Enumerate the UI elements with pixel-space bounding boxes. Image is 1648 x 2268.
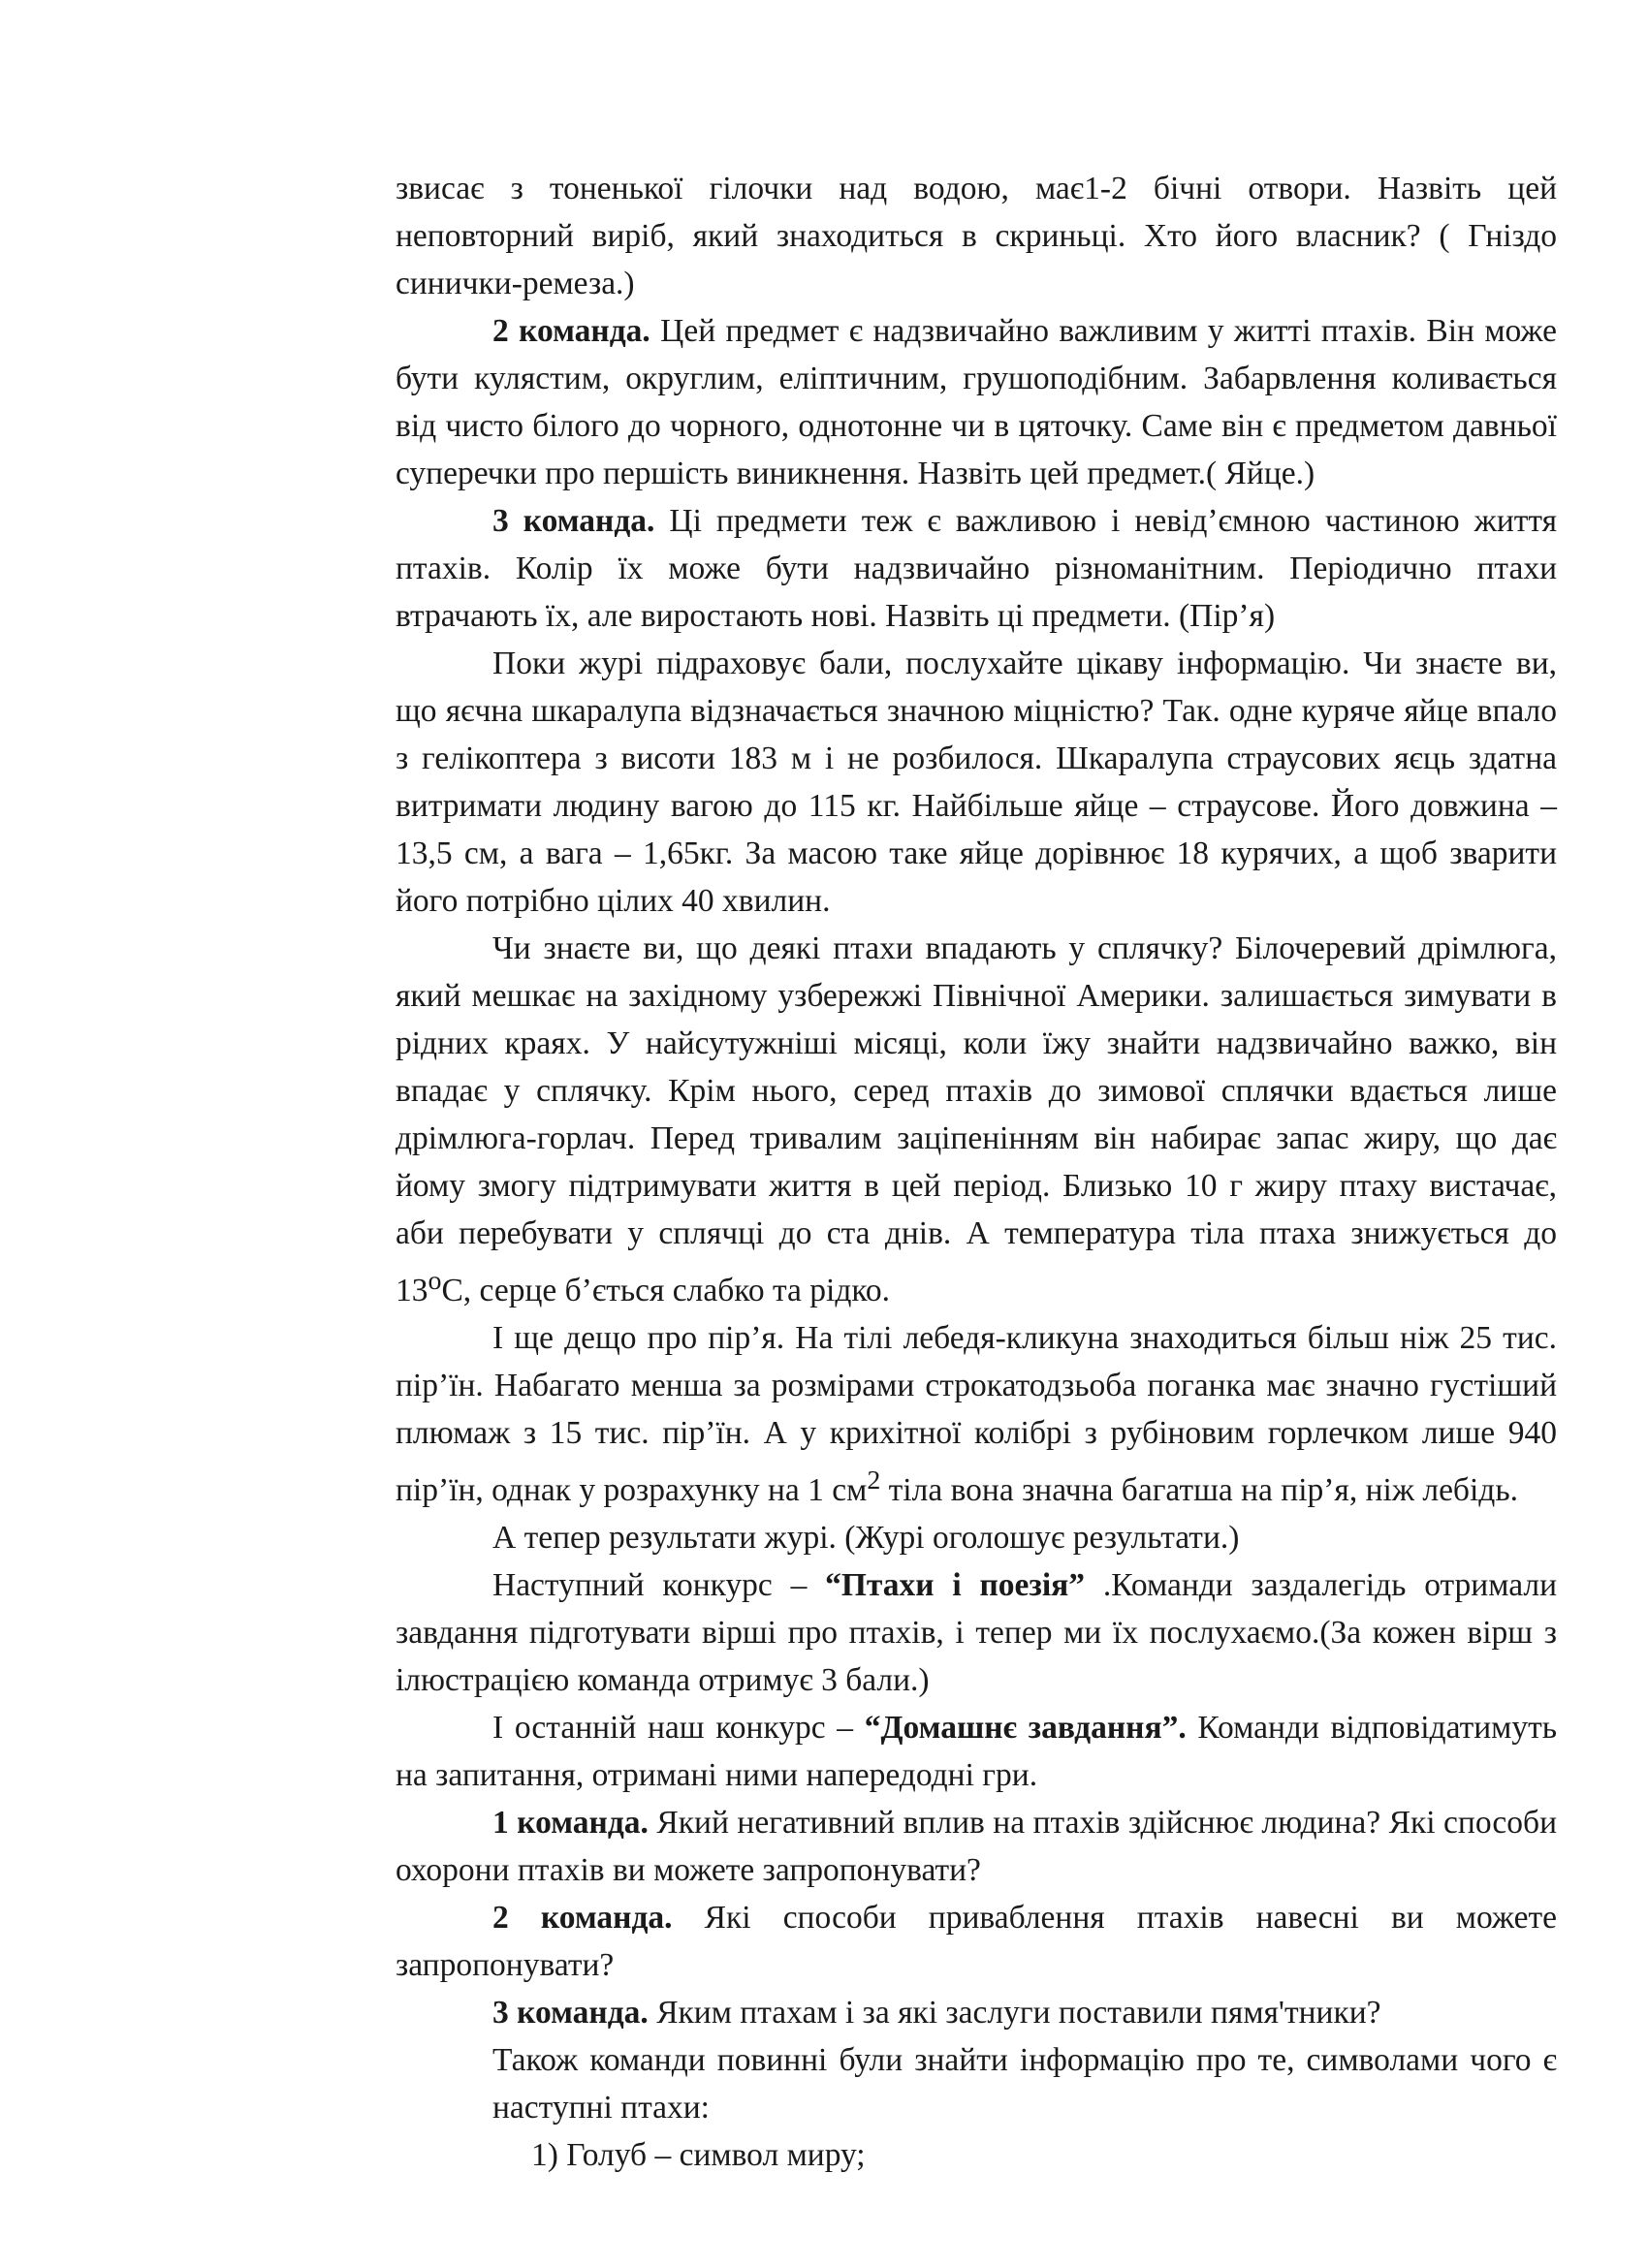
- square-superscript: 2: [867, 1465, 881, 1496]
- feather-text: І ще дещо про пір’я. На тілі лебедя-кликуна знаходиться більш ніж 25 тис. пір’їн. Набагато менша за розмірами строкатодзьоба поганка має значно густіший плюмаж з 15 тис. пір’їн. А у крихітної колібрі з рубіновим горлечком лише 940 пір’їн, однак у розрахунку на 1 см: [396, 1320, 1557, 1509]
- homework-team-1-question: Який негативний вплив на птахів здійснює людина? Які способи охорони птахів ви можете запропонувати?: [396, 1805, 1557, 1889]
- homework-team-2-question: Які способи приваблення птахів навесні ви можете запропонувати?: [396, 1900, 1557, 1984]
- paragraph-homework-team-2: [396, 1894, 1557, 1989]
- paragraph-team-3-feathers: [396, 497, 1557, 640]
- poetry-description: .Команди заздалегідь отримали завдання підготувати вірші про птахів, і тепер ми їх послухаємо.(За кожен вірш з ілюстрацією команда отримує 3 бали.): [396, 1567, 1558, 1699]
- paragraph-feather-facts: [396, 1314, 1557, 1514]
- paragraph-hibernation-facts: [396, 925, 1557, 1314]
- homework-team-1-label: 1 команда.: [492, 1805, 649, 1842]
- paragraph-jury-results: А тепер результати журі. (Журі оголошує результати.): [492, 1520, 1240, 1557]
- paragraph-homework-team-1: [396, 1799, 1557, 1894]
- poetry-intro: Наступний конкурс –: [492, 1567, 826, 1604]
- team-2-question: Цей предмет є надзвичайно важливим у житті птахів. Він може бути кулястим, округлим, еліптичним, грушоподібним. Забарвлення коливається від чисто білого до чорного, однотонне чи в цяточку. Саме він є предметом давньої суперечки про першість виникнення. Назвіть цей предмет.( Яйце.): [396, 313, 1558, 491]
- homework-team-2-label: 2 команда.: [492, 1900, 673, 1937]
- hibernation-text-end: С, серце б’ється слабко та рідко.: [441, 1273, 891, 1309]
- team-3-label: 3 команда.: [492, 503, 655, 539]
- homework-team-3-question: Яким птахам і за які заслуги поставили пямя'тники?: [648, 1995, 1381, 2032]
- homework-contest-title: “Домашнє завдання”.: [864, 1710, 1187, 1747]
- homework-team-3-label: 3 команда.: [492, 1995, 649, 2032]
- document-body: [396, 165, 1557, 2179]
- paragraph-team-2-egg: [396, 307, 1557, 497]
- paragraph-poetry-contest: [396, 1561, 1557, 1704]
- paragraph-eggshell-facts: Поки журі підраховує бали, послухайте цікаву інформацію. Чи знаєте ви, що яєчна шкаралупа відзначається значною міцністю? Так. одне куряче яйце впало з гелікоптера з висоти 183 м і не розбилося. Шкаралупа страусових яєць здатна витримати людину вагою до 115 кг. Найбільше яйце – страусове. Його довжина – 13,5 см, а вага – 1,65кг. За масою таке яйце дорівнює 18 курячих, а щоб зварити його потрібно цілих 40 хвилин.: [396, 646, 1557, 919]
- team-2-label: 2 команда.: [492, 313, 650, 349]
- paragraph-homework-team-3: [396, 1989, 1557, 2036]
- homework-description: Команди відповідатимуть на запитання, отримані ними напередодні гри.: [396, 1710, 1558, 1794]
- list-item-bird-symbol-1: 1) Голуб – символ миру;: [531, 2137, 866, 2174]
- paragraph-bird-symbols-intro: Також команди повинні були знайти інформацію про те, символами чого є наступні птахи:: [492, 2042, 1557, 2126]
- poetry-contest-title: “Птахи і поезія”: [825, 1567, 1086, 1604]
- feather-text-end: тіла вона значна багатша на пір’я, ніж лебідь.: [880, 1472, 1518, 1509]
- paragraph-homework-contest: [396, 1704, 1557, 1799]
- team-3-question: Ці предмети теж є важливою і невід’ємною частиною життя птахів. Колір їх може бути надзвичайно різноманітним. Періодично птахи втрачають їх, але виростають нові. Назвіть ці предмети. (Пір’я): [396, 503, 1558, 634]
- homework-intro: І останній наш конкурс –: [492, 1710, 865, 1747]
- paragraph-remez-nest: звисає з тоненької гілочки над водою, має1-2 бічні отвори. Назвіть цей неповторний виріб, який знаходиться в скриньці. Хто його власник? ( Гніздо синички-ремеза.): [396, 171, 1557, 301]
- degree-superscript: о: [428, 1266, 442, 1296]
- hibernation-text: Чи знаєте ви, що деякі птахи впадають у сплячку? Білочеревий дрімлюга, який мешкає на західному узбережжі Північної Америки. залишається зимувати в рідних краях. У найсутужніші місяці, коли їжу знайти надзвичайно важко, він впадає у сплячку. Крім нього, серед птахів до зимової сплячки вдається лише дрімлюга-горлач. Перед тривалим заціпенінням він набирає запас жиру, що дає йому змогу підтримувати життя в цей період. Близько 10 г жиру птаху вистачає, аби перебувати у сплячці до ста днів. А температура тіла птаха знижується до 13: [396, 930, 1557, 1309]
